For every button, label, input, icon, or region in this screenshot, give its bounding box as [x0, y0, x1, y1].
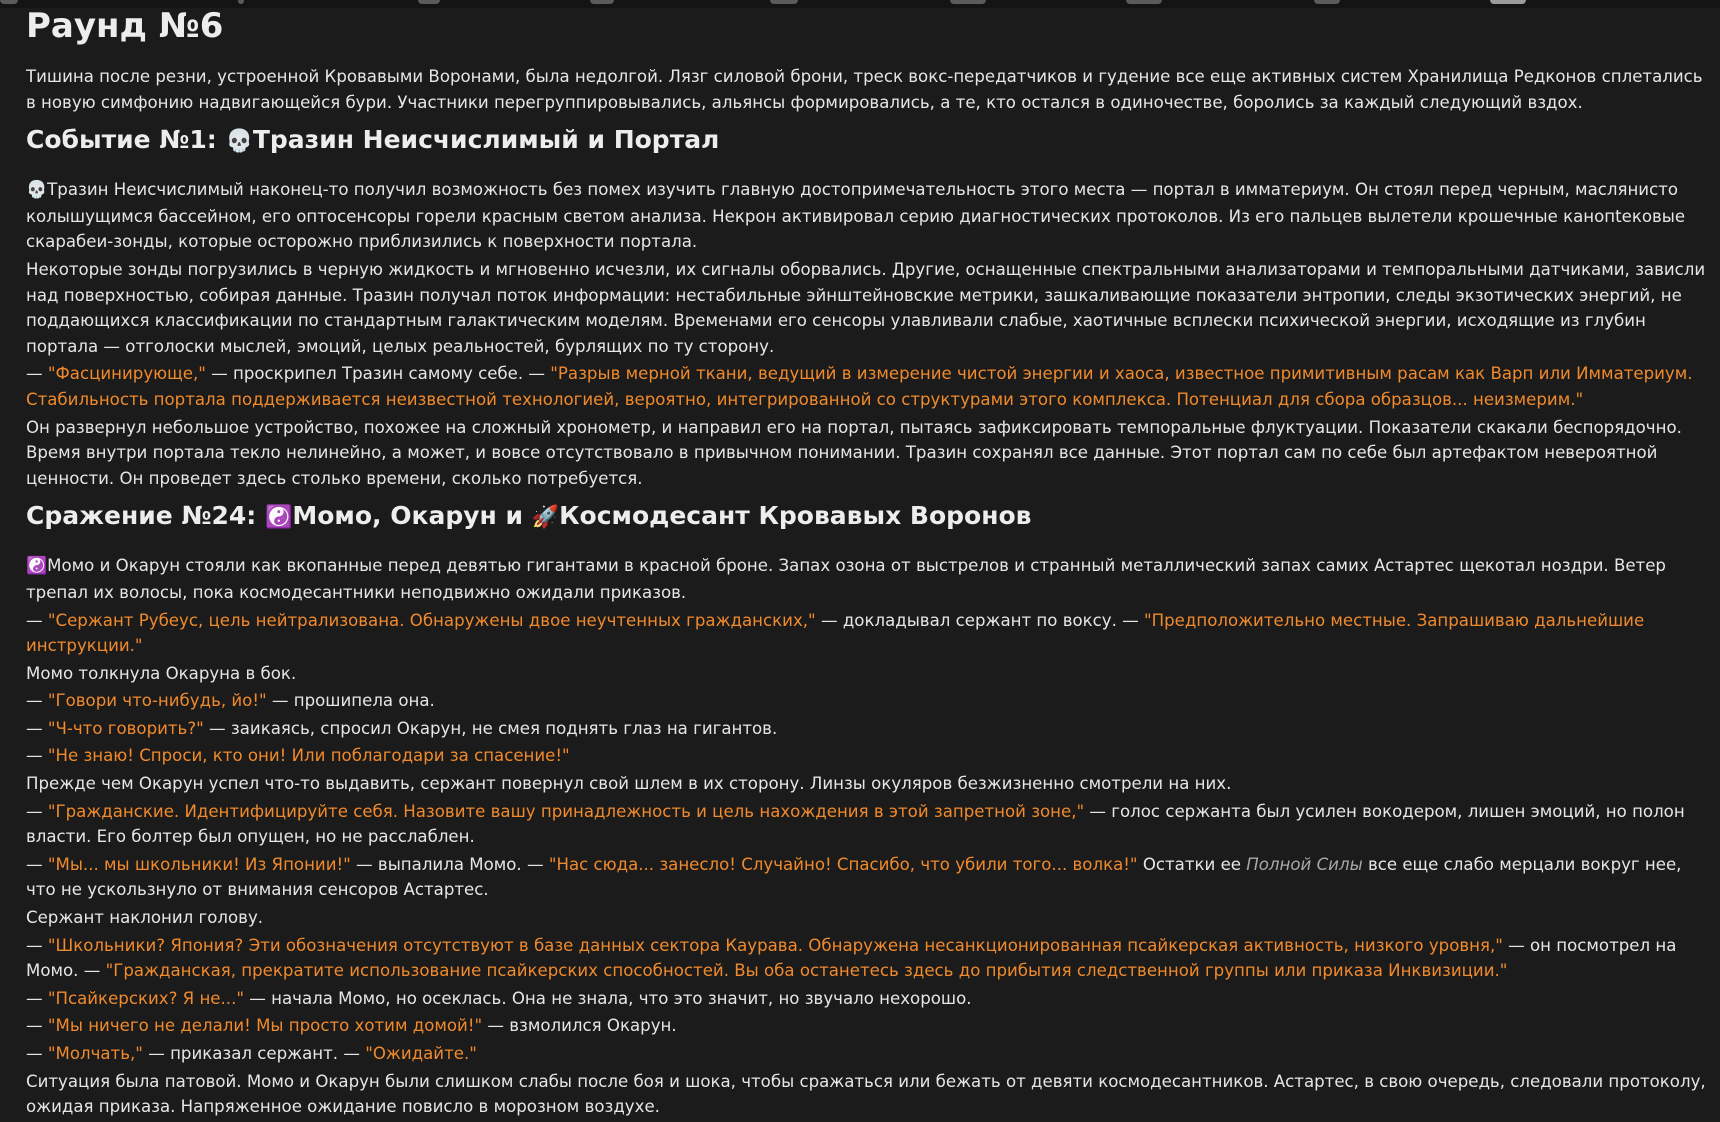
dialogue-line — [26, 986, 1706, 1012]
dash: — — [26, 801, 48, 821]
quote: "Псайкерских? Я не..." — [47, 988, 244, 1008]
article — [26, 0, 1706, 1122]
dialogue-line — [26, 1013, 1706, 1039]
dash: — — [26, 1016, 48, 1036]
quote: "Разрыв мерной ткани, ведущий в измерение чистой энергии и хаоса, известное примитивным расам как Варп или Имматериум. Стабильность портала поддерживается неизвестной технологией, вероятно, интегрированной со структурами этого комплекса. Потенциал для сбора образцов... неизмерим." — [26, 364, 1693, 409]
dialogue-line — [26, 799, 1706, 850]
quote: "Сержант Рубеус, цель нейтрализована. Обнаружены двое неучтенных гражданских," — [47, 610, 816, 630]
dialogue-line — [26, 852, 1706, 903]
narration-line: Момо толкнула Окаруна в бок. — [26, 663, 297, 683]
quote: "Мы ничего не делали! Мы просто хотим домой!" — [47, 1016, 483, 1036]
dash: — — [26, 854, 48, 874]
dialogue-line — [26, 1041, 1706, 1067]
event-1-paragraph-2: Некоторые зонды погрузились в черную жидкость и мгновенно исчезли, их сигналы оборвались. Другие, оснащенные спектральными анализаторами и темпоральными датчиками, зависли над поверхностью, собирая данные. Тразин получал поток информации: нестабильные эйнштейновские метрики, зашкаливающие показатели энтропии, следы экзотических энергий, не поддающихся классификации по стандартным галактическим моделям. Временами его сенсоры улавливали слабые, хаотичные всплески психической энергии, исходящие из глубин портала — отголоски мыслей, эмоций, целых реальностей, бурлящих по ту сторону. — [26, 259, 1706, 356]
event-1-heading — [26, 123, 1706, 159]
battle-24-heading — [26, 499, 1706, 535]
quote: "Говори что-нибудь, йо!" — [47, 691, 267, 711]
dash: — — [26, 988, 48, 1008]
narration: — заикаясь, спросил Окарун, не смея поднять глаз на гигантов. — [203, 718, 778, 738]
battle-24-title-mid: Момо, Окарун и — [292, 501, 532, 531]
event-1-text: Тразин Неисчислимый наконец-то получил возможность без помех изучить главную достопримечательность этого места — портал в имматериум. Он стоял перед черным, маслянисто колышущимся бассейном, его оптосенсоры горели красным светом анализа. Некрон активировал серию диагностических протоколов. Из его пальцев вылетели крошечные канопteковые скарабеи-зонды, которые осторожно приблизились к поверхности портала. — [26, 180, 1686, 252]
narration: — голос сержанта был усилен вокодером, лишен эмоций, но полон власти. Его болтер был опущен, но не расслаблен. — [26, 801, 1685, 847]
yin-yang-icon: ☯️ — [264, 505, 293, 531]
dash: — — [26, 364, 48, 384]
narration-line: Ситуация была патовой. Момо и Окарун были слишком слабы после боя и шока, чтобы сражаться или бежать от девяти космодесантников. Астартес, в свою очередь, следовали протоколу, ожидая приказа. Напряженное ожидание повисло в морозном воздухе. — [26, 1071, 1706, 1117]
intro-paragraph: Тишина после резни, устроенной Кровавыми Воронами, была недолгой. Лязг силовой брони, треск вокс-передатчиков и гудение все еще активных систем Хранилища Редконов сплетались в новую симфонию надвигающейся бури. Участники перегруппировывались, альянсы формировались, а те, кто остался в одиночестве, боролись за каждый следующий вздох. — [26, 67, 1703, 112]
quote: "Нас сюда... занесло! Случайно! Спасибо, что убили того... волка!" — [548, 854, 1138, 874]
battle-24-title-prefix: Сражение №24: — [26, 501, 265, 531]
rocket-icon: 🚀 — [531, 505, 560, 531]
dialogue-line — [26, 933, 1706, 984]
dialogue-line — [26, 743, 1706, 769]
narration: — приказал сержант. — — [142, 1044, 366, 1063]
quote: "Молчать," — [47, 1044, 143, 1063]
dash: — — [26, 610, 48, 630]
event-1-paragraph-3 — [26, 361, 1706, 412]
battle-24-paragraph-1 — [26, 553, 1706, 605]
narration: — начала Момо, но осеклась. Она не знала, что это значит, но звучало нехорошо. — [243, 988, 972, 1008]
quote: "Предположительно местные. Запрашиваю дальнейшие инструкции." — [26, 610, 1645, 656]
dash: — — [26, 935, 48, 955]
dash: — — [26, 746, 48, 766]
narration: — прошипела она. — [266, 691, 435, 711]
narration: — взмолился Окарун. — [482, 1016, 677, 1036]
event-1-title: Тразин Неисчислимый и Портал — [252, 125, 720, 155]
quote: "Ожидайте." — [365, 1044, 477, 1063]
dialogue-line — [26, 688, 1706, 714]
dash: — — [26, 1044, 48, 1063]
round-title: Раунд №6 — [26, 6, 224, 46]
dialogue-line — [26, 608, 1706, 659]
narration: — выпалила Момо. — — [350, 854, 549, 874]
dialogue-line — [26, 716, 1706, 742]
quote: "Ч-что говорить?" — [47, 718, 204, 738]
quote: "Фасцинирующе," — [47, 364, 206, 384]
toolbar-icon[interactable] — [0, 0, 18, 4]
narration-line: Прежде чем Окарун успел что-то выдавить, сержант повернул свой шлем в их сторону. Линзы окуляров безжизненно смотрели на них. — [26, 774, 1232, 794]
narration: — проскрипел Тразин самому себе. — — [205, 364, 551, 384]
skull-icon: 💀 — [26, 180, 48, 201]
quote: "Не знаю! Спроси, кто они! Или поблагодари за спасение!" — [47, 746, 570, 766]
narration: все еще слабо мерцали вокруг нее, что не ускользнуло от внимания сенсоров Астартес. — [26, 854, 1682, 900]
quote: "Школьники? Япония? Эти обозначения отсутствуют в базе данных сектора Каурава. Обнаружена несанкционированная псайкерская активность, низкого уровня," — [47, 935, 1503, 955]
dash: — — [26, 691, 48, 711]
narration: — он посмотрел на Момо. — — [26, 935, 1677, 981]
quote: "Гражданская, прекратите использование псайкерских способностей. Вы оба останетесь здесь до прибытия следственной группы или приказа Инквизиции." — [105, 961, 1508, 981]
quote: "Мы... мы школьники! Из Японии!" — [47, 854, 351, 874]
yin-yang-icon: ☯️ — [26, 556, 48, 577]
event-1-title-prefix: Событие №1: — [26, 125, 226, 155]
narration-line: Сержант наклонил голову. — [26, 908, 264, 928]
narration: — докладывал сержант по воксу. — — [815, 610, 1145, 630]
battle-24-title: Космодесант Кровавых Воронов — [559, 501, 1032, 531]
event-1-paragraph-1 — [26, 177, 1706, 255]
event-1-paragraph-4: Он развернул небольшое устройство, похожее на сложный хронометр, и направил его на портал, пытаясь зафиксировать темпоральные флуктуации. Показатели скакали беспорядочно. Время внутри портала текло нелинейно, а может, и вовсе отсутствовало в привычном понимании. Тразин сохранял все данные. Этот портал сам по себе был артефактом невероятной ценности. Он проведет здесь столько времени, сколько потребуется. — [26, 417, 1682, 488]
emphasis: Полной Силы — [1246, 854, 1363, 874]
dash: — — [26, 718, 48, 738]
battle-24-text: Момо и Окарун стояли как вкопанные перед девятью гигантами в красной броне. Запах озона от выстрелов и странный металлический запах самих Астартес щекотал ноздри. Ветер трепал их волосы, пока космодесантники неподвижно ожидали приказов. — [26, 556, 1666, 602]
quote: "Гражданские. Идентифицируйте себя. Назовите вашу принадлежность и цель нахождения в этой запретной зоне," — [47, 801, 1085, 821]
narration: Остатки ее — [1137, 854, 1247, 874]
skull-icon: 💀 — [225, 129, 253, 155]
